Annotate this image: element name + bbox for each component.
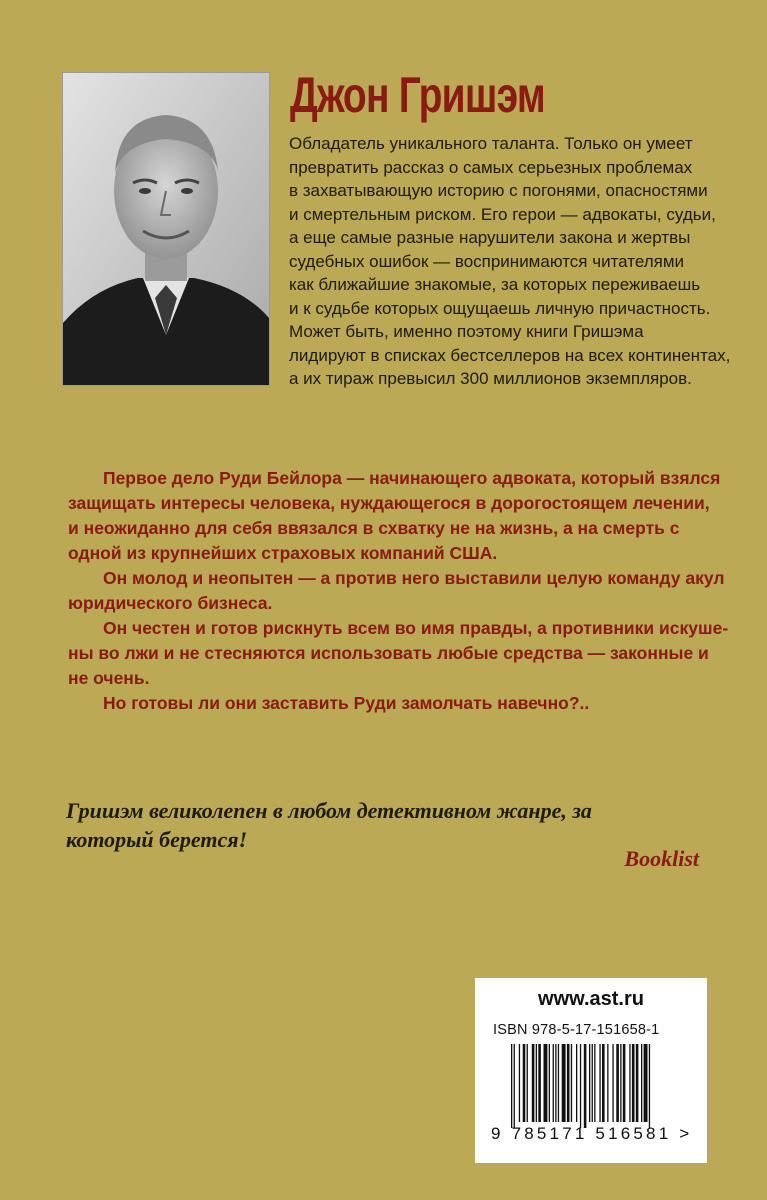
author-bio: [289, 132, 731, 391]
bio-line: превратить рассказ о самых серьезных проблемах: [289, 157, 693, 177]
barcode-bar: [594, 1044, 595, 1122]
author-name: Джон Гришэм: [290, 67, 545, 123]
synopsis-paragraph: [68, 691, 708, 716]
barcode-bar: [584, 1044, 587, 1128]
barcode-bar: [589, 1044, 590, 1122]
synopsis-line: не очень.: [68, 668, 150, 688]
isbn-label: ISBN 978-5-17-151658-1: [493, 1022, 660, 1038]
synopsis-line: юридического бизнеса.: [68, 593, 273, 613]
barcode-bar: [536, 1044, 537, 1122]
barcode-bar: [632, 1044, 635, 1122]
barcode-bar: [558, 1044, 559, 1122]
barcode-bar: [553, 1044, 554, 1122]
bio-line: а еще самые разные нарушители закона и жертвы: [289, 228, 691, 247]
barcode-bar: [567, 1044, 570, 1122]
barcode-bar: [620, 1044, 621, 1122]
barcode-bar: [549, 1044, 550, 1122]
bio-line: Обладатель уникального таланта. Только он умеет: [289, 134, 693, 153]
bio-line: как ближайшие знакомые, за которых переживаешь: [289, 275, 701, 294]
synopsis-line: ны во лжи и не стесняются использовать любые средства — законные и: [68, 643, 709, 663]
barcode-bar: [623, 1044, 626, 1122]
barcode-bar: [641, 1044, 642, 1122]
barcode-panel: [475, 978, 707, 1163]
quote-line: Гришэм великолепен в любом детективном жанре, за: [66, 798, 592, 823]
barcode-bar: [636, 1044, 639, 1122]
synopsis-line: Он честен и готов рискнуть всем во имя правды, а противники искуше-: [103, 618, 729, 638]
bio-line: и смертельным риском. Его герои — адвокаты, судьи,: [289, 204, 716, 224]
synopsis-line: и неожиданно для себя ввязался в схватку не на жизнь, а на смерть с: [68, 518, 680, 538]
bio-line: лидируют в списках бестселлеров на всех континентах,: [289, 345, 731, 365]
barcode-bar: [607, 1044, 608, 1122]
bio-line: Может быть, именно поэтому книги Гришэма: [289, 322, 644, 341]
author-photo: [62, 72, 270, 386]
book-synopsis: [68, 466, 729, 716]
synopsis-line: Он молод и неопытен — а против него выставили целую команду акул: [103, 568, 725, 588]
barcode-bar: [538, 1044, 541, 1122]
barcode-bar: [649, 1044, 650, 1128]
barcode-bar: [511, 1044, 512, 1128]
barcode-bar: [532, 1044, 535, 1122]
barcode-bar: [612, 1044, 613, 1122]
barcode-bar: [514, 1044, 515, 1128]
synopsis-line: одной из крупнейших страховых компаний США.: [68, 543, 498, 563]
barcode-bar: [571, 1044, 572, 1122]
barcode-bar: [602, 1044, 605, 1122]
barcode-bar: [544, 1044, 548, 1122]
synopsis-line: Первое дело Руди Бейлора — начинающего адвоката, который взялся: [103, 468, 721, 488]
synopsis-paragraph: [68, 566, 725, 616]
bio-line: в захватывающую историю с погонями, опасностями: [289, 181, 708, 200]
review-quote: [66, 796, 706, 854]
barcode-bar: [555, 1044, 556, 1122]
barcode-bar: [599, 1044, 600, 1122]
barcode-icon: [511, 1044, 679, 1128]
quote-line: который берется!: [66, 827, 248, 852]
bio-line: судебных ошибок — воспринимаются читателями: [289, 251, 685, 271]
barcode-bar: [519, 1044, 520, 1122]
barcode-bar: [629, 1044, 630, 1122]
publisher-website: www.ast.ru: [538, 988, 644, 1010]
bio-line: и к судьбе которых ощущаешь личную причастность.: [289, 298, 711, 318]
barcode-bar: [523, 1044, 526, 1122]
barcode-digits: 9 785171 516581 >: [491, 1124, 693, 1143]
barcode-bar: [562, 1044, 566, 1122]
synopsis-paragraph: [68, 616, 729, 691]
barcode-bar: [592, 1044, 593, 1122]
quote-source: Booklist: [624, 846, 699, 871]
bio-line: а их тираж превысил 300 миллионов экземпляров.: [289, 369, 692, 388]
synopsis-paragraph: [68, 466, 721, 566]
synopsis-line: Но готовы ли они заставить Руди замолчать навечно?..: [103, 693, 590, 713]
barcode-bar: [644, 1044, 648, 1122]
synopsis-line: защищать интересы человека, нуждающегося в дорогостоящем лечении,: [68, 493, 710, 513]
barcode-bar: [527, 1044, 528, 1122]
barcode-bar: [580, 1044, 581, 1128]
barcode-bar: [576, 1044, 577, 1122]
barcode-bar: [616, 1044, 619, 1122]
